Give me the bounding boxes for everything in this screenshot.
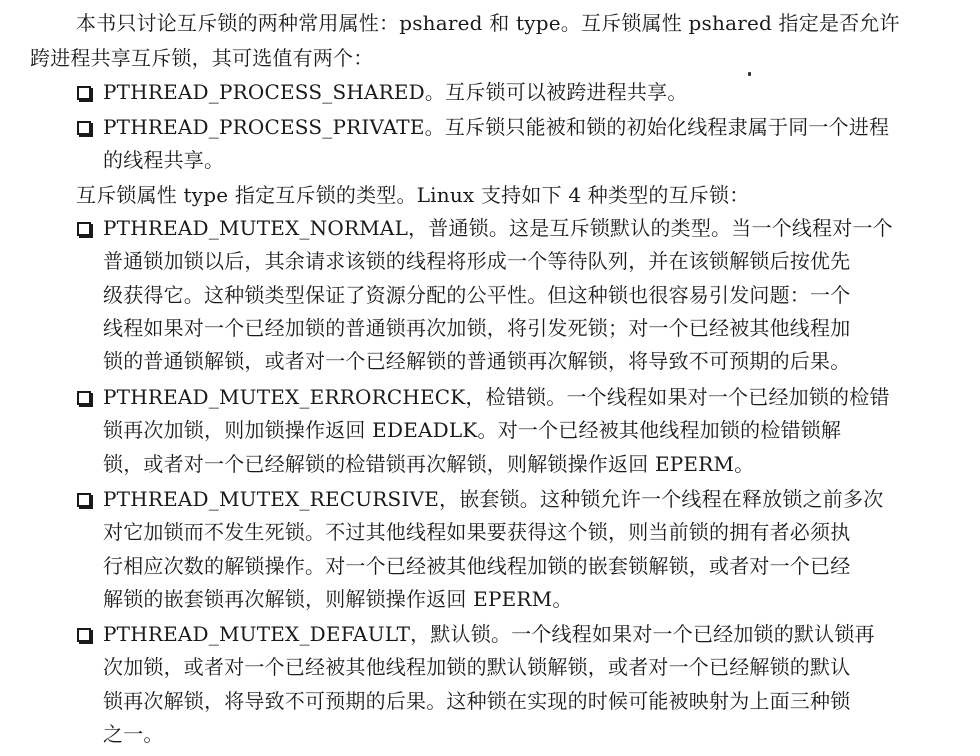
list-item-line: 对它加锁而不发生死锁。不过其他线程如果要获得这个锁，则当前锁的拥有者必须执 bbox=[103, 520, 851, 544]
list-item-line: PTHREAD_PROCESS_PRIVATE。互斥锁只能被和锁的初始化线程隶属于同一个进程 bbox=[103, 115, 890, 139]
checkbox-bullet-icon bbox=[77, 86, 91, 100]
scan-speck bbox=[748, 72, 751, 76]
checkbox-bullet-icon bbox=[77, 493, 91, 507]
list-item-line: 级获得它。这种锁类型保证了资源分配的公平性。但这种锁也很容易引发问题：一个 bbox=[103, 283, 851, 307]
list-item-line: 普通锁加锁以后，其余请求该锁的线程将形成一个等待队列，并在该锁解锁后按优先 bbox=[103, 249, 851, 273]
list-item-line: PTHREAD_MUTEX_RECURSIVE，嵌套锁。这种锁允许一个线程在释放锁之前多次 bbox=[103, 487, 884, 511]
list-item-line: 锁再次加锁，则加锁操作返回 EDEADLK。对一个已经被其他线程加锁的检错锁解 bbox=[103, 418, 842, 442]
paragraph-line: 互斥锁属性 type 指定互斥锁的类型。Linux 支持如下 4 种类型的互斥锁： bbox=[76, 183, 750, 207]
list-item-line: 线程如果对一个已经加锁的普通锁再次加锁，将引发死锁；对一个已经被其他线程加 bbox=[103, 316, 851, 340]
list-item-line: PTHREAD_MUTEX_ERRORCHECK，检错锁。一个线程如果对一个已经加锁的检错 bbox=[103, 385, 890, 409]
list-item-line: PTHREAD_MUTEX_DEFAULT，默认锁。一个线程如果对一个已经加锁的默认锁再 bbox=[103, 622, 875, 646]
checkbox-bullet-icon bbox=[77, 391, 91, 405]
list-item-line: 锁，或者对一个已经解锁的检错锁再次解锁，则解锁操作返回 EPERM。 bbox=[103, 452, 755, 476]
list-item-line: 行相应次数的解锁操作。对一个已经被其他线程加锁的嵌套锁解锁，或者对一个已经 bbox=[103, 554, 851, 578]
list-item-line: 解锁的嵌套锁再次解锁，则解锁操作返回 EPERM。 bbox=[103, 587, 573, 611]
list-item-line: 次加锁，或者对一个已经被其他线程加锁的默认锁解锁，或者对一个已经解锁的默认 bbox=[103, 655, 851, 679]
list-item-line: PTHREAD_PROCESS_SHARED。互斥锁可以被跨进程共享。 bbox=[103, 80, 688, 104]
list-item-line: 锁再次解锁，将导致不可预期的后果。这种锁在实现的时候可能被映射为上面三种锁 bbox=[103, 689, 851, 713]
checkbox-bullet-icon bbox=[77, 121, 91, 135]
intro-line: 本书只讨论互斥锁的两种常用属性：pshared 和 type。互斥锁属性 pshared 指定是否允许 bbox=[76, 11, 900, 35]
intro-line: 跨进程共享互斥锁，其可选值有两个： bbox=[30, 46, 374, 70]
list-item-line: 锁的普通锁解锁，或者对一个已经解锁的普通锁再次解锁，将导致不可预期的后果。 bbox=[103, 349, 851, 373]
checkbox-bullet-icon bbox=[77, 628, 91, 642]
list-item-line: PTHREAD_MUTEX_NORMAL，普通锁。这是互斥锁默认的类型。当一个线程对一个 bbox=[103, 216, 893, 240]
list-item-line: 的线程共享。 bbox=[103, 148, 225, 172]
checkbox-bullet-icon bbox=[77, 222, 91, 236]
list-item-line: 之一。 bbox=[103, 722, 164, 746]
